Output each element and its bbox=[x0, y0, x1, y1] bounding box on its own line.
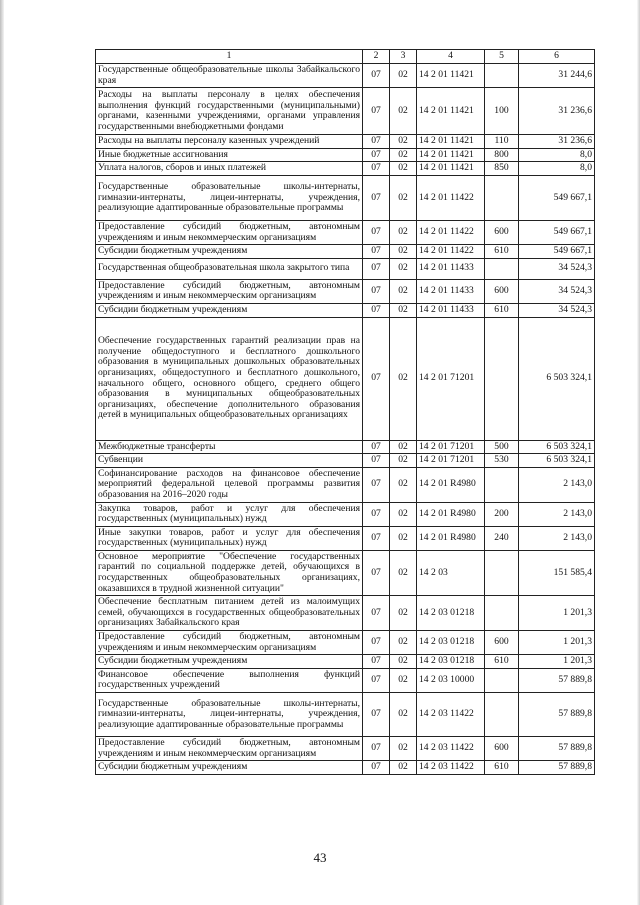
budget-table-body bbox=[96, 50, 595, 775]
row-name: Субсидии бюджетным учреждениям bbox=[96, 655, 363, 669]
table-row bbox=[96, 668, 595, 692]
budget-table bbox=[95, 49, 595, 775]
row-target-article: 14 2 03 10000 bbox=[417, 668, 485, 692]
row-target-article: 14 2 03 bbox=[417, 550, 485, 595]
row-subsection: 02 bbox=[390, 668, 417, 692]
row-subsection: 02 bbox=[390, 135, 417, 149]
row-expense-type: 500 bbox=[485, 440, 519, 454]
table-row bbox=[96, 162, 595, 176]
row-expense-type: 850 bbox=[485, 162, 519, 176]
row-sum: 549 667,1 bbox=[519, 245, 595, 259]
row-section: 07 bbox=[363, 596, 390, 631]
row-target-article: 14 2 03 11422 bbox=[417, 693, 485, 737]
row-target-article: 14 2 01 R4980 bbox=[417, 502, 485, 526]
row-name: Предоставление субсидий бюджетным, автономным учреждениям и иным некоммерческим организациям bbox=[96, 737, 363, 761]
row-subsection: 02 bbox=[390, 655, 417, 669]
row-section: 07 bbox=[363, 303, 390, 317]
table-row bbox=[96, 526, 595, 550]
row-sum: 549 667,1 bbox=[519, 220, 595, 244]
row-sum: 34 524,3 bbox=[519, 303, 595, 317]
row-target-article: 14 2 01 11433 bbox=[417, 279, 485, 303]
row-sum: 8,0 bbox=[519, 148, 595, 162]
table-row bbox=[96, 88, 595, 135]
row-subsection: 02 bbox=[390, 550, 417, 595]
row-section: 07 bbox=[363, 693, 390, 737]
table-row bbox=[96, 279, 595, 303]
row-name: Субсидии бюджетным учреждениям bbox=[96, 303, 363, 317]
row-name: Основное мероприятие "Обеспечение государственных гарантий по социальной поддержке детей, обучающихся в государственных общеобразовательных организациях, оказавшихся в трудной жизненной ситуации" bbox=[96, 550, 363, 595]
row-section: 07 bbox=[363, 245, 390, 259]
row-expense-type: 610 bbox=[485, 761, 519, 775]
row-subsection: 02 bbox=[390, 64, 417, 88]
row-section: 07 bbox=[363, 761, 390, 775]
table-row bbox=[96, 550, 595, 595]
row-target-article: 14 2 01 11433 bbox=[417, 258, 485, 279]
row-name: Предоставление субсидий бюджетным, автономным учреждениям и иным некоммерческим организациям bbox=[96, 279, 363, 303]
row-subsection: 02 bbox=[390, 245, 417, 259]
row-subsection: 02 bbox=[390, 175, 417, 220]
row-name: Государственные образовательные школы-интернаты, гимназии-интернаты, лицеи-интернаты, учреждения, реализующие адаптированные образовательные программы bbox=[96, 693, 363, 737]
row-subsection: 02 bbox=[390, 162, 417, 176]
row-name: Иные закупки товаров, работ и услуг для обеспечения государственных (муниципальных) нужд bbox=[96, 526, 363, 550]
row-expense-type: 240 bbox=[485, 526, 519, 550]
row-name: Обеспечение бесплатным питанием детей из малоимущих семей, обучающихся в государственных общеобразовательных организациях Забайкальского края bbox=[96, 596, 363, 631]
row-subsection: 02 bbox=[390, 279, 417, 303]
row-target-article: 14 2 03 01218 bbox=[417, 631, 485, 655]
row-sum: 57 889,8 bbox=[519, 737, 595, 761]
row-expense-type bbox=[485, 175, 519, 220]
row-name: Предоставление субсидий бюджетным, автономным учреждениям и иным некоммерческим организациям bbox=[96, 220, 363, 244]
row-name: Закупка товаров, работ и услуг для обеспечения государственных (муниципальных) нужд bbox=[96, 502, 363, 526]
row-subsection: 02 bbox=[390, 596, 417, 631]
table-row bbox=[96, 454, 595, 468]
table-row bbox=[96, 596, 595, 631]
row-expense-type: 600 bbox=[485, 737, 519, 761]
row-name: Обеспечение государственных гарантий реализации прав на получение общедоступного и бесплатного дошкольного образования в муниципальных дошкольных образовательных организациях, общедоступного и бесплатного дошкольного, начального общего, основного общего, среднего общего образования в муниципальных общеобразовательных организациях, обеспечение дополнительного образования детей в муниципальных общеобразовательных организациях bbox=[96, 317, 363, 440]
row-sum: 31 244,6 bbox=[519, 64, 595, 88]
row-sum: 31 236,6 bbox=[519, 88, 595, 135]
table-row bbox=[96, 502, 595, 526]
row-section: 07 bbox=[363, 668, 390, 692]
row-sum: 8,0 bbox=[519, 162, 595, 176]
table-row bbox=[96, 440, 595, 454]
row-sum: 57 889,8 bbox=[519, 693, 595, 737]
row-subsection: 02 bbox=[390, 502, 417, 526]
row-subsection: 02 bbox=[390, 526, 417, 550]
row-target-article: 14 2 01 11421 bbox=[417, 148, 485, 162]
row-name: Государственные образовательные школы-интернаты, гимназии-интернаты, лицеи-интернаты, учреждения, реализующие адаптированные образовательные программы bbox=[96, 175, 363, 220]
header-cell-name: 1 bbox=[96, 50, 363, 64]
row-target-article: 14 2 01 11422 bbox=[417, 220, 485, 244]
row-sum: 549 667,1 bbox=[519, 175, 595, 220]
header-row bbox=[96, 50, 595, 64]
table-row bbox=[96, 135, 595, 149]
row-section: 07 bbox=[363, 502, 390, 526]
row-target-article: 14 2 03 11422 bbox=[417, 761, 485, 775]
row-section: 07 bbox=[363, 737, 390, 761]
row-subsection: 02 bbox=[390, 761, 417, 775]
row-expense-type bbox=[485, 693, 519, 737]
scan-edge-left bbox=[0, 0, 4, 905]
row-section: 07 bbox=[363, 162, 390, 176]
row-target-article: 14 2 01 11421 bbox=[417, 135, 485, 149]
row-section: 07 bbox=[363, 526, 390, 550]
header-cell-section: 2 bbox=[363, 50, 390, 64]
row-subsection: 02 bbox=[390, 440, 417, 454]
header-cell-subsection: 3 bbox=[390, 50, 417, 64]
table-row bbox=[96, 693, 595, 737]
row-name: Уплата налогов, сборов и иных платежей bbox=[96, 162, 363, 176]
row-target-article: 14 2 01 11421 bbox=[417, 64, 485, 88]
row-target-article: 14 2 01 11421 bbox=[417, 88, 485, 135]
row-expense-type bbox=[485, 668, 519, 692]
table-row bbox=[96, 220, 595, 244]
row-name: Расходы на выплаты персоналу в целях обеспечения выполнения функций государственными (муниципальными) органами, казенными учреждениями, органами управления государственными внебюджетными фондами bbox=[96, 88, 363, 135]
row-expense-type: 600 bbox=[485, 631, 519, 655]
row-section: 07 bbox=[363, 64, 390, 88]
table-row bbox=[96, 761, 595, 775]
row-expense-type bbox=[485, 596, 519, 631]
row-target-article: 14 2 01 71201 bbox=[417, 317, 485, 440]
row-sum: 34 524,3 bbox=[519, 258, 595, 279]
row-target-article: 14 2 01 71201 bbox=[417, 454, 485, 468]
row-section: 07 bbox=[363, 148, 390, 162]
row-sum: 57 889,8 bbox=[519, 761, 595, 775]
table-row bbox=[96, 737, 595, 761]
row-sum: 1 201,3 bbox=[519, 596, 595, 631]
row-section: 07 bbox=[363, 279, 390, 303]
table-row bbox=[96, 631, 595, 655]
row-sum: 57 889,8 bbox=[519, 668, 595, 692]
table-row bbox=[96, 317, 595, 440]
page-number: 43 bbox=[313, 850, 327, 865]
row-expense-type bbox=[485, 467, 519, 502]
row-target-article: 14 2 03 01218 bbox=[417, 655, 485, 669]
header-cell-target-article: 4 bbox=[417, 50, 485, 64]
row-sum: 31 236,6 bbox=[519, 135, 595, 149]
header-cell-sum: 6 bbox=[519, 50, 595, 64]
row-name: Государственные общеобразовательные школы Забайкальского края bbox=[96, 64, 363, 88]
row-section: 07 bbox=[363, 88, 390, 135]
row-target-article: 14 2 03 01218 bbox=[417, 596, 485, 631]
row-expense-type bbox=[485, 550, 519, 595]
row-sum: 151 585,4 bbox=[519, 550, 595, 595]
table-row bbox=[96, 245, 595, 259]
row-expense-type: 600 bbox=[485, 220, 519, 244]
row-sum: 6 503 324,1 bbox=[519, 317, 595, 440]
row-name: Государственная общеобразовательная школа закрытого типа bbox=[96, 258, 363, 279]
row-name: Субвенции bbox=[96, 454, 363, 468]
row-target-article: 14 2 01 71201 bbox=[417, 440, 485, 454]
row-expense-type: 100 bbox=[485, 88, 519, 135]
row-target-article: 14 2 01 R4980 bbox=[417, 526, 485, 550]
row-subsection: 02 bbox=[390, 693, 417, 737]
row-section: 07 bbox=[363, 631, 390, 655]
table-row bbox=[96, 303, 595, 317]
row-name: Межбюджетные трансферты bbox=[96, 440, 363, 454]
row-section: 07 bbox=[363, 258, 390, 279]
row-expense-type: 530 bbox=[485, 454, 519, 468]
row-section: 07 bbox=[363, 317, 390, 440]
row-subsection: 02 bbox=[390, 220, 417, 244]
row-section: 07 bbox=[363, 440, 390, 454]
row-target-article: 14 2 01 11422 bbox=[417, 175, 485, 220]
row-expense-type bbox=[485, 258, 519, 279]
row-target-article: 14 2 01 11422 bbox=[417, 245, 485, 259]
row-name: Субсидии бюджетным учреждениям bbox=[96, 761, 363, 775]
table-row bbox=[96, 64, 595, 88]
row-sum: 34 524,3 bbox=[519, 279, 595, 303]
row-section: 07 bbox=[363, 454, 390, 468]
row-section: 07 bbox=[363, 467, 390, 502]
row-name: Софинансирование расходов на финансовое обеспечение мероприятий федеральной целевой программы развития образования на 2016–2020 годы bbox=[96, 467, 363, 502]
row-expense-type: 800 bbox=[485, 148, 519, 162]
table-row bbox=[96, 258, 595, 279]
row-expense-type: 200 bbox=[485, 502, 519, 526]
row-name: Предоставление субсидий бюджетным, автономным учреждениям и иным некоммерческим организациям bbox=[96, 631, 363, 655]
row-target-article: 14 2 03 11422 bbox=[417, 737, 485, 761]
row-sum: 1 201,3 bbox=[519, 631, 595, 655]
row-name: Финансовое обеспечение выполнения функций государственных учреждений bbox=[96, 668, 363, 692]
row-sum: 1 201,3 bbox=[519, 655, 595, 669]
row-name: Иные бюджетные ассигнования bbox=[96, 148, 363, 162]
row-subsection: 02 bbox=[390, 303, 417, 317]
table-row bbox=[96, 467, 595, 502]
row-expense-type bbox=[485, 64, 519, 88]
row-sum: 6 503 324,1 bbox=[519, 454, 595, 468]
row-subsection: 02 bbox=[390, 737, 417, 761]
row-sum: 2 143,0 bbox=[519, 467, 595, 502]
row-sum: 2 143,0 bbox=[519, 526, 595, 550]
row-target-article: 14 2 01 11421 bbox=[417, 162, 485, 176]
row-subsection: 02 bbox=[390, 88, 417, 135]
table-row bbox=[96, 655, 595, 669]
row-target-article: 14 2 01 R4980 bbox=[417, 467, 485, 502]
row-expense-type: 610 bbox=[485, 655, 519, 669]
row-section: 07 bbox=[363, 175, 390, 220]
row-subsection: 02 bbox=[390, 258, 417, 279]
row-expense-type bbox=[485, 317, 519, 440]
row-sum: 6 503 324,1 bbox=[519, 440, 595, 454]
row-expense-type: 610 bbox=[485, 303, 519, 317]
row-subsection: 02 bbox=[390, 148, 417, 162]
row-sum: 2 143,0 bbox=[519, 502, 595, 526]
table-row bbox=[96, 148, 595, 162]
row-expense-type: 610 bbox=[485, 245, 519, 259]
row-name: Субсидии бюджетным учреждениям bbox=[96, 245, 363, 259]
row-subsection: 02 bbox=[390, 317, 417, 440]
row-subsection: 02 bbox=[390, 631, 417, 655]
row-section: 07 bbox=[363, 550, 390, 595]
row-section: 07 bbox=[363, 655, 390, 669]
row-section: 07 bbox=[363, 135, 390, 149]
row-name: Расходы на выплаты персоналу казенных учреждений bbox=[96, 135, 363, 149]
header-cell-expense-type: 5 bbox=[485, 50, 519, 64]
row-expense-type: 600 bbox=[485, 279, 519, 303]
table-row bbox=[96, 175, 595, 220]
row-section: 07 bbox=[363, 220, 390, 244]
row-target-article: 14 2 01 11433 bbox=[417, 303, 485, 317]
row-expense-type: 110 bbox=[485, 135, 519, 149]
row-subsection: 02 bbox=[390, 467, 417, 502]
row-subsection: 02 bbox=[390, 454, 417, 468]
